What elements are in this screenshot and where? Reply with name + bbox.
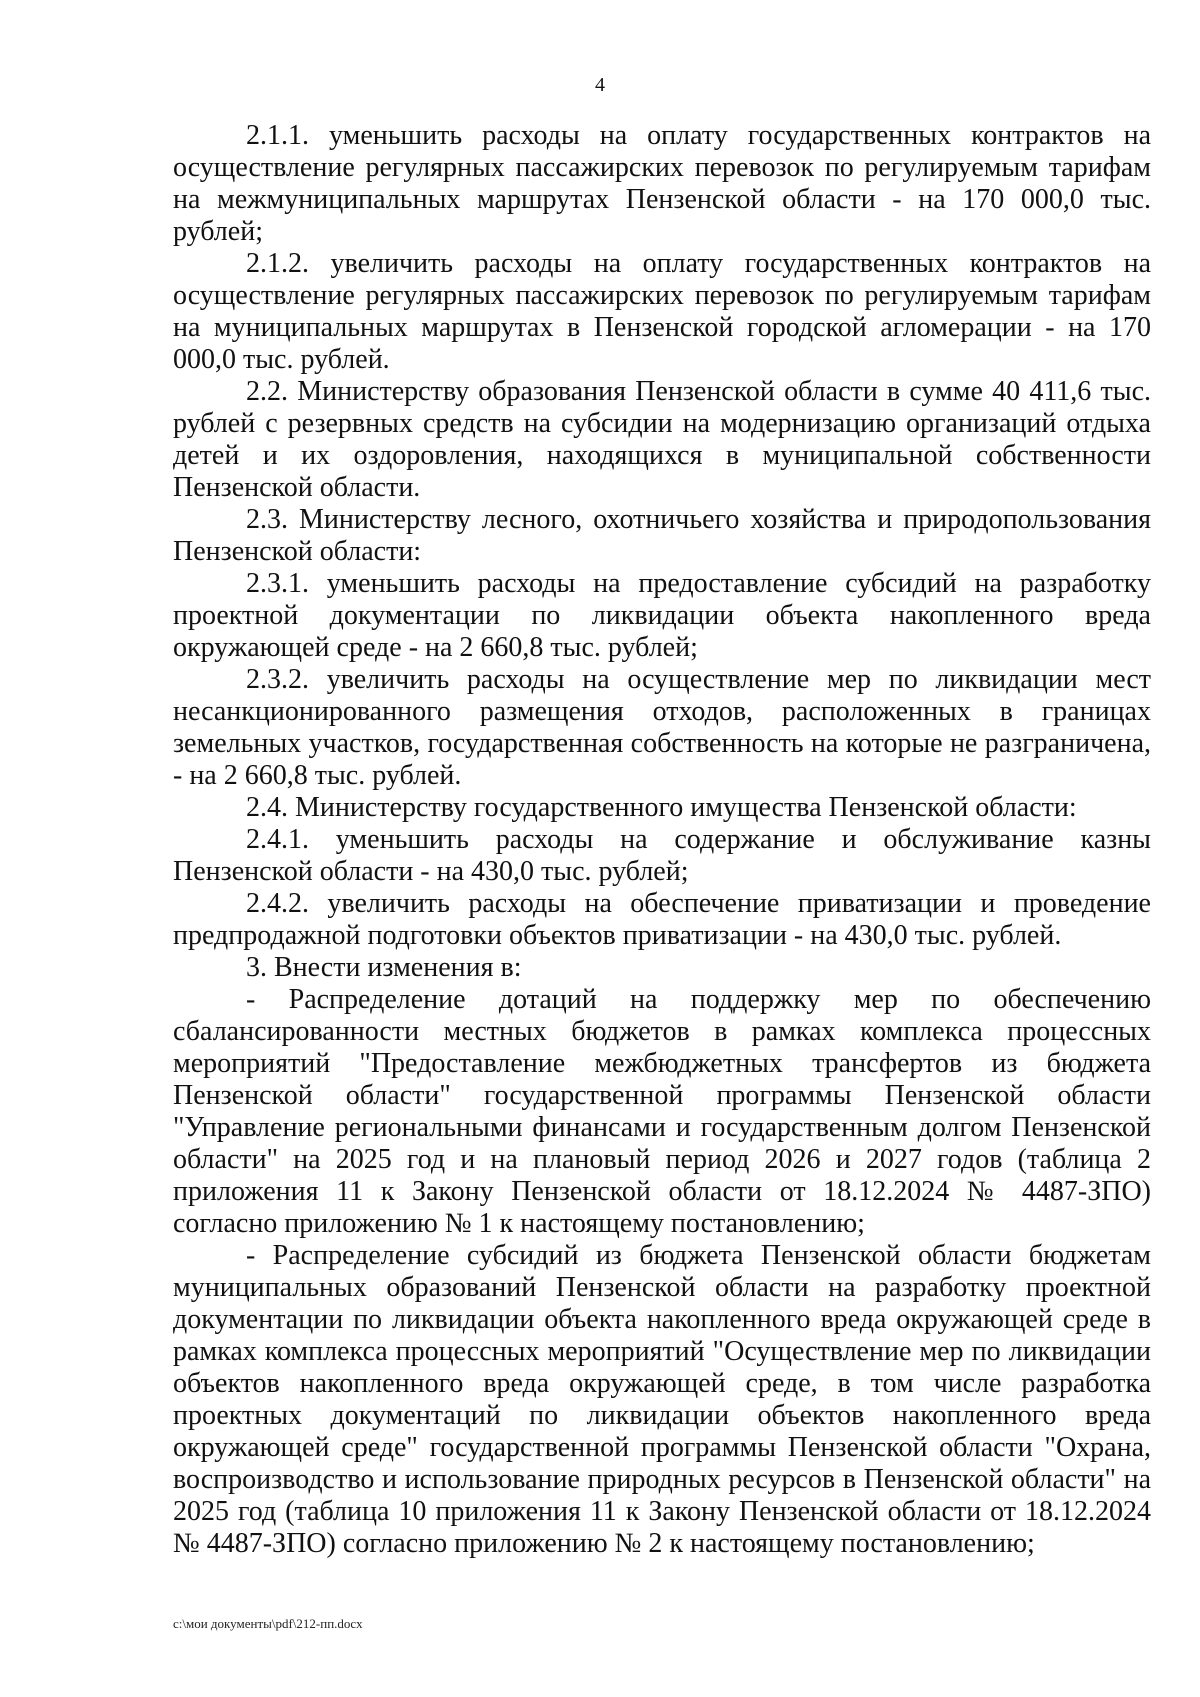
paragraph-3: 3. Внести изменения в: <box>246 952 522 983</box>
paragraph-2-4: 2.4. Министерству государственного имущества Пензенской области: <box>246 792 1077 823</box>
page-number: 4 <box>595 74 605 96</box>
paragraph-2-1-1: 2.1.1. уменьшить расходы на оплату государственных контрактов на осуществление регулярных пассажирских перевозок по регулируемым тарифам на межмуниципальных маршрутах Пензенской области - на 170 000,0 тыс. рублей; <box>173 120 1151 247</box>
paragraph-2-3-2: 2.3.2. увеличить расходы на осуществление мер по ликвидации мест несанкционированного размещения отходов, расположенных в границах земельных участков, государственная собственность на которые не разграничена, - на 2 660,8 тыс. рублей. <box>173 664 1151 791</box>
paragraph-2-4-1: 2.4.1. уменьшить расходы на содержание и обслуживание казны Пензенской области - на 430,0 тыс. рублей; <box>173 824 1151 887</box>
paragraph-2-1-2: 2.1.2. увеличить расходы на оплату государственных контрактов на осуществление регулярных пассажирских перевозок по регулируемым тарифам на муниципальных маршрутах в Пензенской городской агломерации - на 170 000,0 тыс. рублей. <box>173 248 1151 375</box>
paragraph-2-4-2: 2.4.2. увеличить расходы на обеспечение приватизации и проведение предпродажной подготовки объектов приватизации - на 430,0 тыс. рублей. <box>173 888 1151 951</box>
document-body <box>173 120 1151 1560</box>
paragraph-3-item-1: - Распределение дотаций на поддержку мер по обеспечению сбалансированности местных бюджетов в рамках комплекса процессных мероприятий "Предоставление межбюджетных трансфертов из бюджета Пензенской области" государственной программы Пензенской области "Управление региональными финансами и государственным долгом Пензенской области" на 2025 год и на плановый период 2026 и 2027 годов (таблица 2 приложения 11 к Закону Пензенской области от 18.12.2024 № 4487-ЗПО) согласно приложению № 1 к настоящему постановлению; <box>173 984 1151 1239</box>
paragraph-3-item-2: - Распределение субсидий из бюджета Пензенской области бюджетам муниципальных образований Пензенской области на разработку проектной документации по ликвидации объекта накопленного вреда окружающей среде в рамках комплекса процессных мероприятий "Осуществление мер по ликвидации объектов накопленного вреда окружающей среде, в том числе разработка проектных документаций по ликвидации объектов накопленного вреда окружающей среде" государственной программы Пензенской области "Охрана, воспроизводство и использование природных ресурсов в Пензенской области" на 2025 год (таблица 10 приложения 11 к Закону Пензенской области от 18.12.2024 № 4487-ЗПО) согласно приложению № 2 к настоящему постановлению; <box>173 1240 1151 1559</box>
paragraph-2-3-1: 2.3.1. уменьшить расходы на предоставление субсидий на разработку проектной документации по ликвидации объекта накопленного вреда окружающей среде - на 2 660,8 тыс. рублей; <box>173 568 1151 663</box>
paragraph-2-2: 2.2. Министерству образования Пензенской области в сумме 40 411,6 тыс. рублей с резервных средств на субсидии на модернизацию организаций отдыха детей и их оздоровления, находящихся в муниципальной собственности Пензенской области. <box>173 376 1151 503</box>
paragraph-2-3: 2.3. Министерству лесного, охотничьего хозяйства и природопользования Пензенской области: <box>173 504 1151 567</box>
footer-file-path: c:\мои документы\pdf\212-пп.docx <box>173 1616 363 1631</box>
